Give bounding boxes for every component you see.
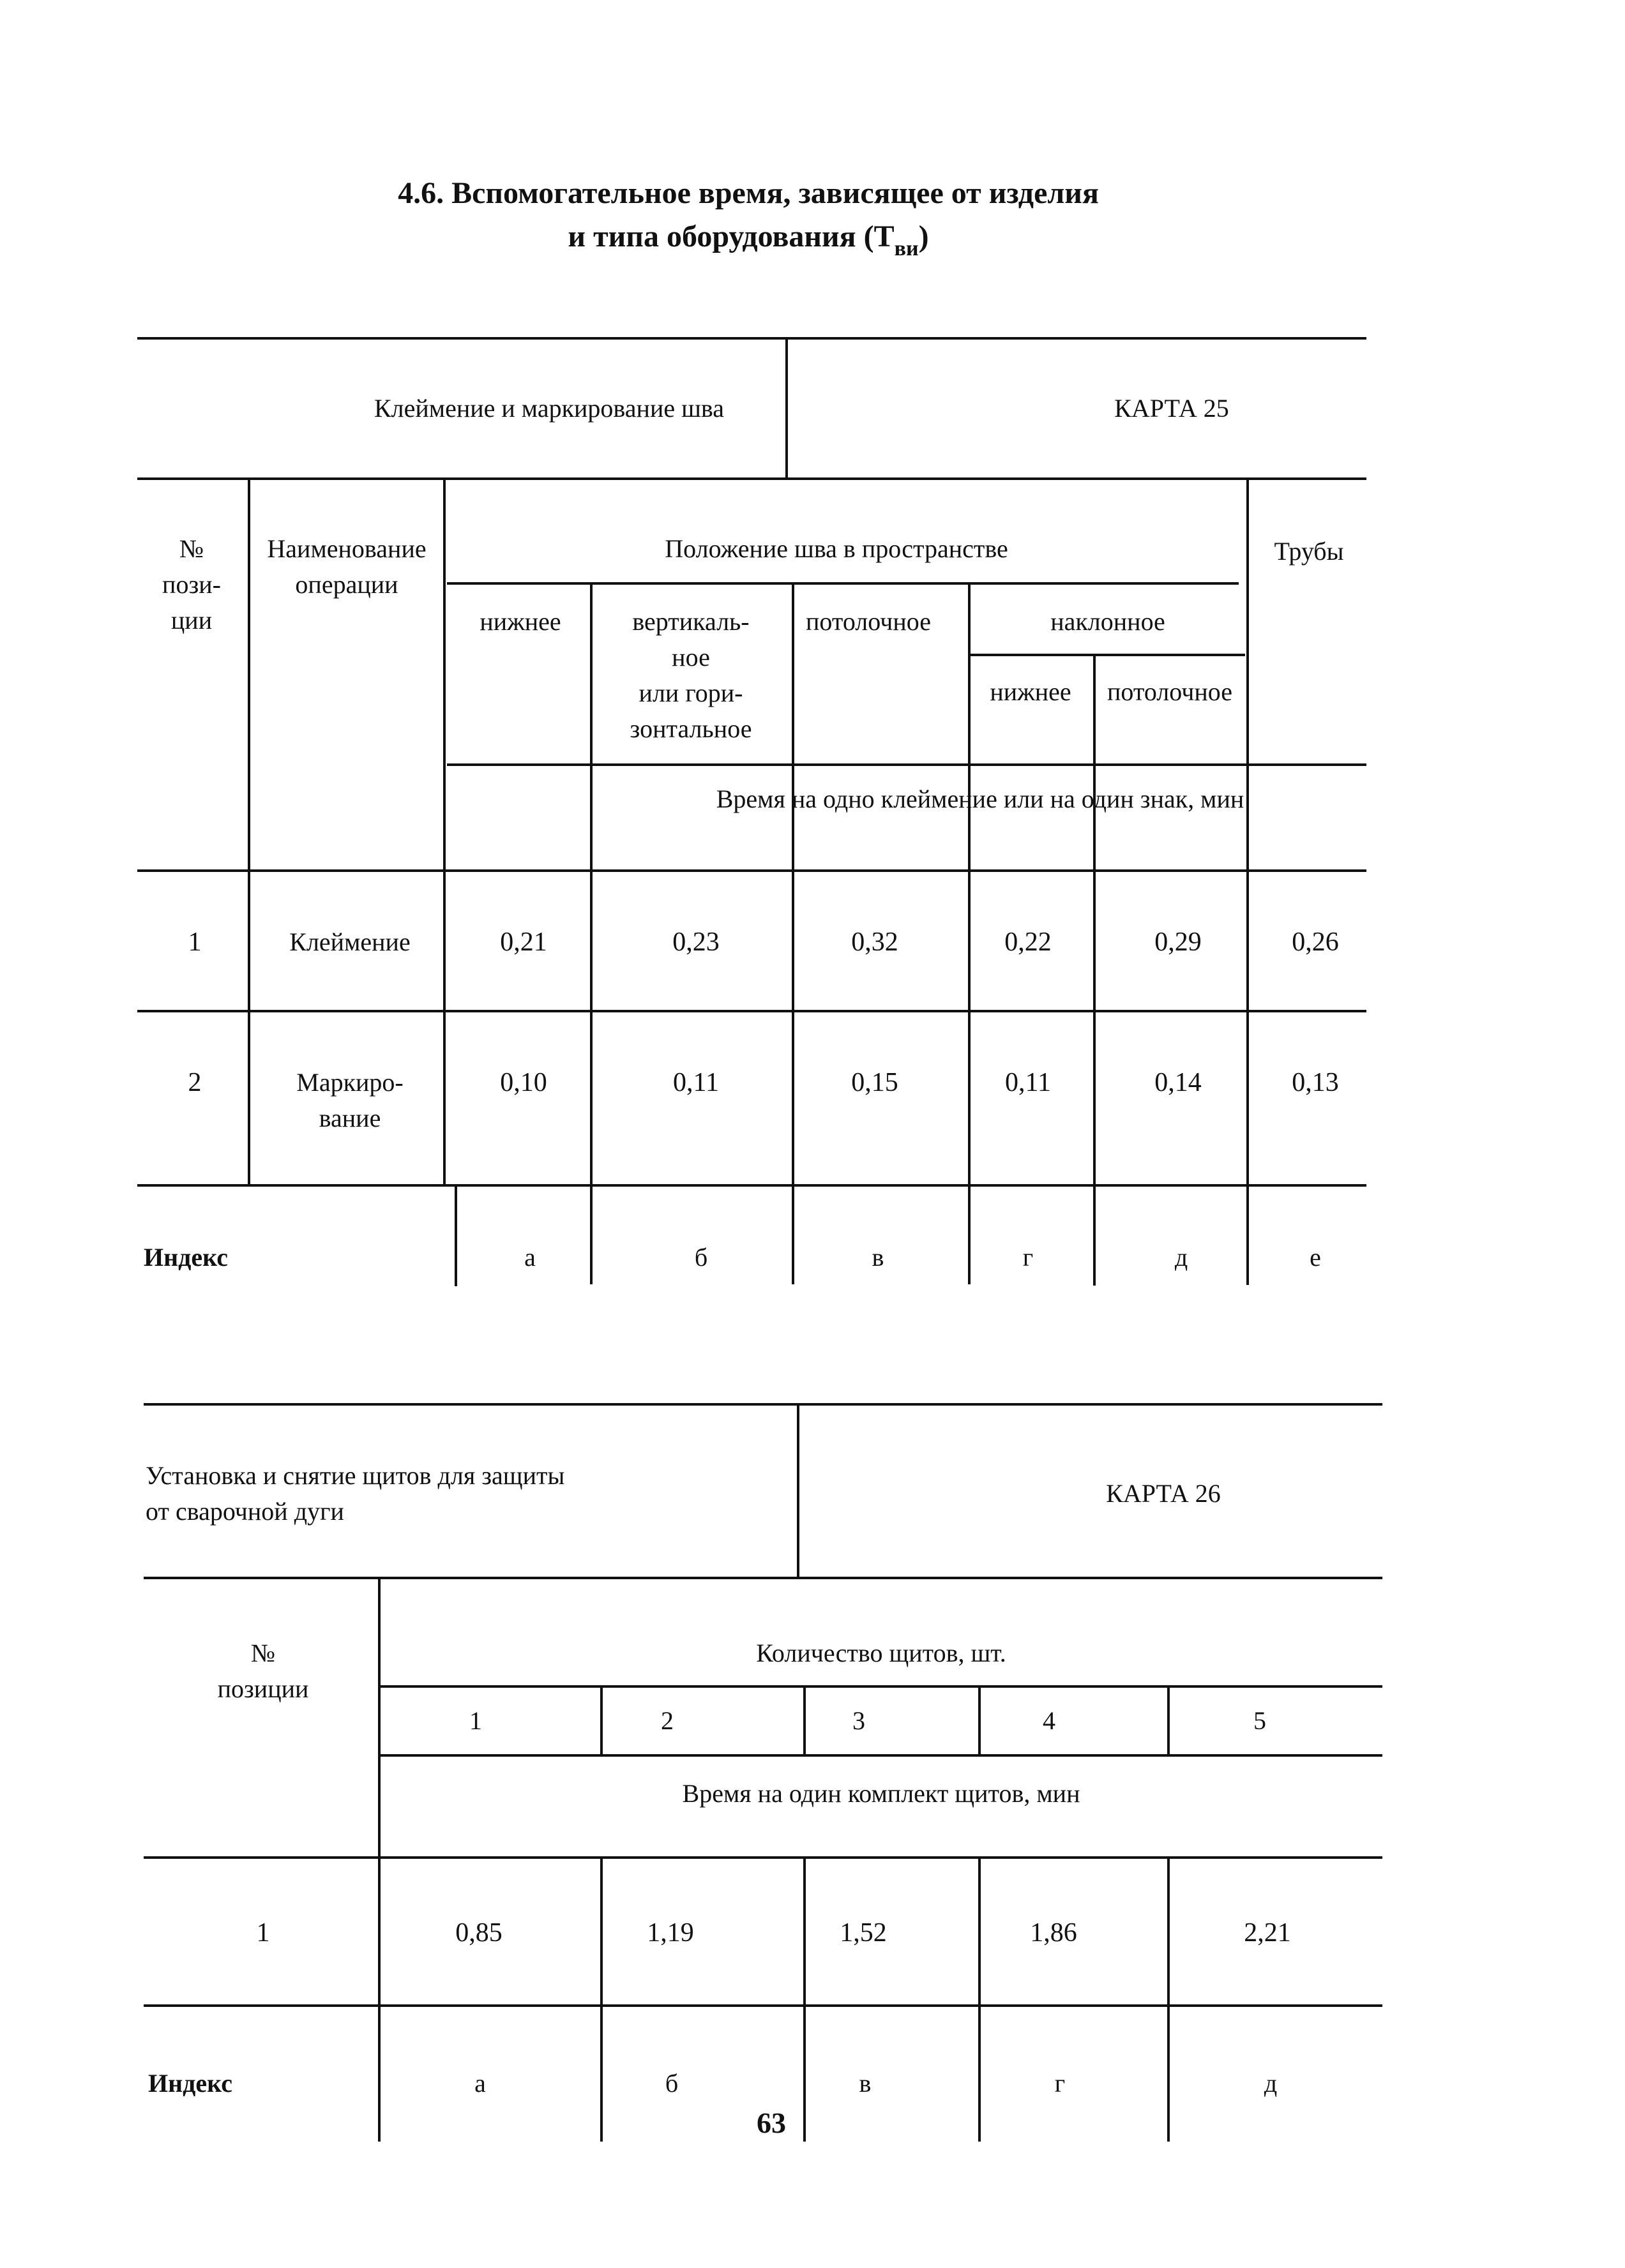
col-number-header-2: пози- [162, 570, 221, 599]
col-vertical-4: зонтальное [630, 714, 752, 743]
pipes-header: Трубы [1274, 537, 1344, 566]
index-cell: е [1310, 1243, 1321, 1272]
index-label: Индекс [148, 2069, 232, 2098]
card-25-title: Клеймение и маркирование шва [374, 394, 725, 423]
value-cell: 0,26 [1292, 927, 1339, 957]
value-cell: 0,21 [500, 927, 547, 957]
index-cell: д [1174, 1243, 1188, 1272]
index-cell: д [1264, 2069, 1278, 2098]
heading-text-end: ) [918, 220, 929, 253]
operation-name-2: вание [319, 1104, 381, 1132]
row-number: 1 [188, 927, 202, 957]
row-number: 2 [188, 1068, 202, 1097]
page-number: 63 [757, 2107, 786, 2139]
index-cell: г [1054, 2069, 1066, 2098]
index-cell: в [859, 2069, 872, 2098]
index-label: Индекс [144, 1243, 228, 1272]
time-unit-label: Время на один комплект щитов, мин [682, 1779, 1080, 1808]
quantity-col: 2 [661, 1706, 674, 1735]
col-operation-header: Наименование [267, 534, 427, 563]
section-heading: 4.6. Вспомогательное время, зависящее от изделия [398, 176, 1099, 210]
value-cell: 1,19 [647, 1918, 694, 1948]
value-cell: 0,15 [851, 1068, 898, 1097]
col-number-header: № [250, 1639, 276, 1667]
value-cell: 0,22 [1004, 927, 1052, 957]
value-cell: 1,86 [1030, 1918, 1077, 1948]
index-cell: а [524, 1243, 536, 1272]
col-vertical-2: ное [672, 643, 710, 672]
card-25-label: КАРТА 25 [1114, 394, 1229, 423]
col-ceiling: потолочное [806, 607, 931, 636]
quantity-col: 5 [1253, 1706, 1266, 1735]
col-vertical-3: или гори- [639, 679, 743, 707]
col-number-header-2: позиции [217, 1674, 309, 1703]
value-cell: 1,52 [840, 1918, 887, 1948]
col-inclined-ceiling: потолочное [1107, 677, 1232, 706]
index-cell: в [872, 1243, 884, 1272]
col-inclined: наклонное [1050, 607, 1165, 636]
row-number: 1 [256, 1918, 270, 1948]
value-cell: 0,32 [851, 927, 898, 957]
value-cell: 0,13 [1292, 1068, 1339, 1097]
heading-text: и типа оборудования (Т [568, 220, 895, 253]
index-cell: б [694, 1243, 708, 1272]
col-inclined-lower: нижнее [990, 677, 1071, 706]
index-cell: а [474, 2069, 486, 2098]
col-vertical: вертикаль- [632, 607, 750, 636]
card-26-title: Установка и снятие щитов для защиты [146, 1461, 565, 1490]
value-cell: 0,14 [1154, 1068, 1202, 1097]
value-cell: 2,21 [1244, 1918, 1291, 1948]
col-number-header: № [179, 534, 204, 563]
quantity-col: 1 [469, 1706, 482, 1735]
index-cell: б [665, 2069, 679, 2098]
operation-name: Клеймение [289, 927, 411, 956]
col-number-header-3: ции [170, 606, 213, 635]
position-header: Положение шва в пространстве [665, 534, 1008, 563]
operation-name: Маркиро- [296, 1068, 404, 1097]
quantity-col: 3 [852, 1706, 865, 1735]
card-26-title-2: от сварочной дуги [146, 1497, 344, 1526]
index-cell: г [1022, 1243, 1034, 1272]
time-unit-label: Время на одно клеймение или на один знак, мин [716, 785, 1244, 813]
value-cell: 0,11 [673, 1068, 719, 1097]
value-cell: 0,11 [1005, 1068, 1051, 1097]
value-cell: 0,10 [500, 1068, 547, 1097]
section-heading-line2 [568, 216, 928, 270]
heading-subscript: ви [894, 237, 919, 260]
col-lower: нижнее [480, 607, 561, 636]
card-26-label: КАРТА 26 [1106, 1479, 1221, 1508]
value-cell: 0,23 [672, 927, 720, 957]
quantity-col: 4 [1043, 1706, 1055, 1735]
value-cell: 0,85 [455, 1918, 503, 1948]
quantity-header: Количество щитов, шт. [756, 1639, 1006, 1667]
value-cell: 0,29 [1154, 927, 1202, 957]
col-operation-header-2: операции [295, 570, 398, 599]
